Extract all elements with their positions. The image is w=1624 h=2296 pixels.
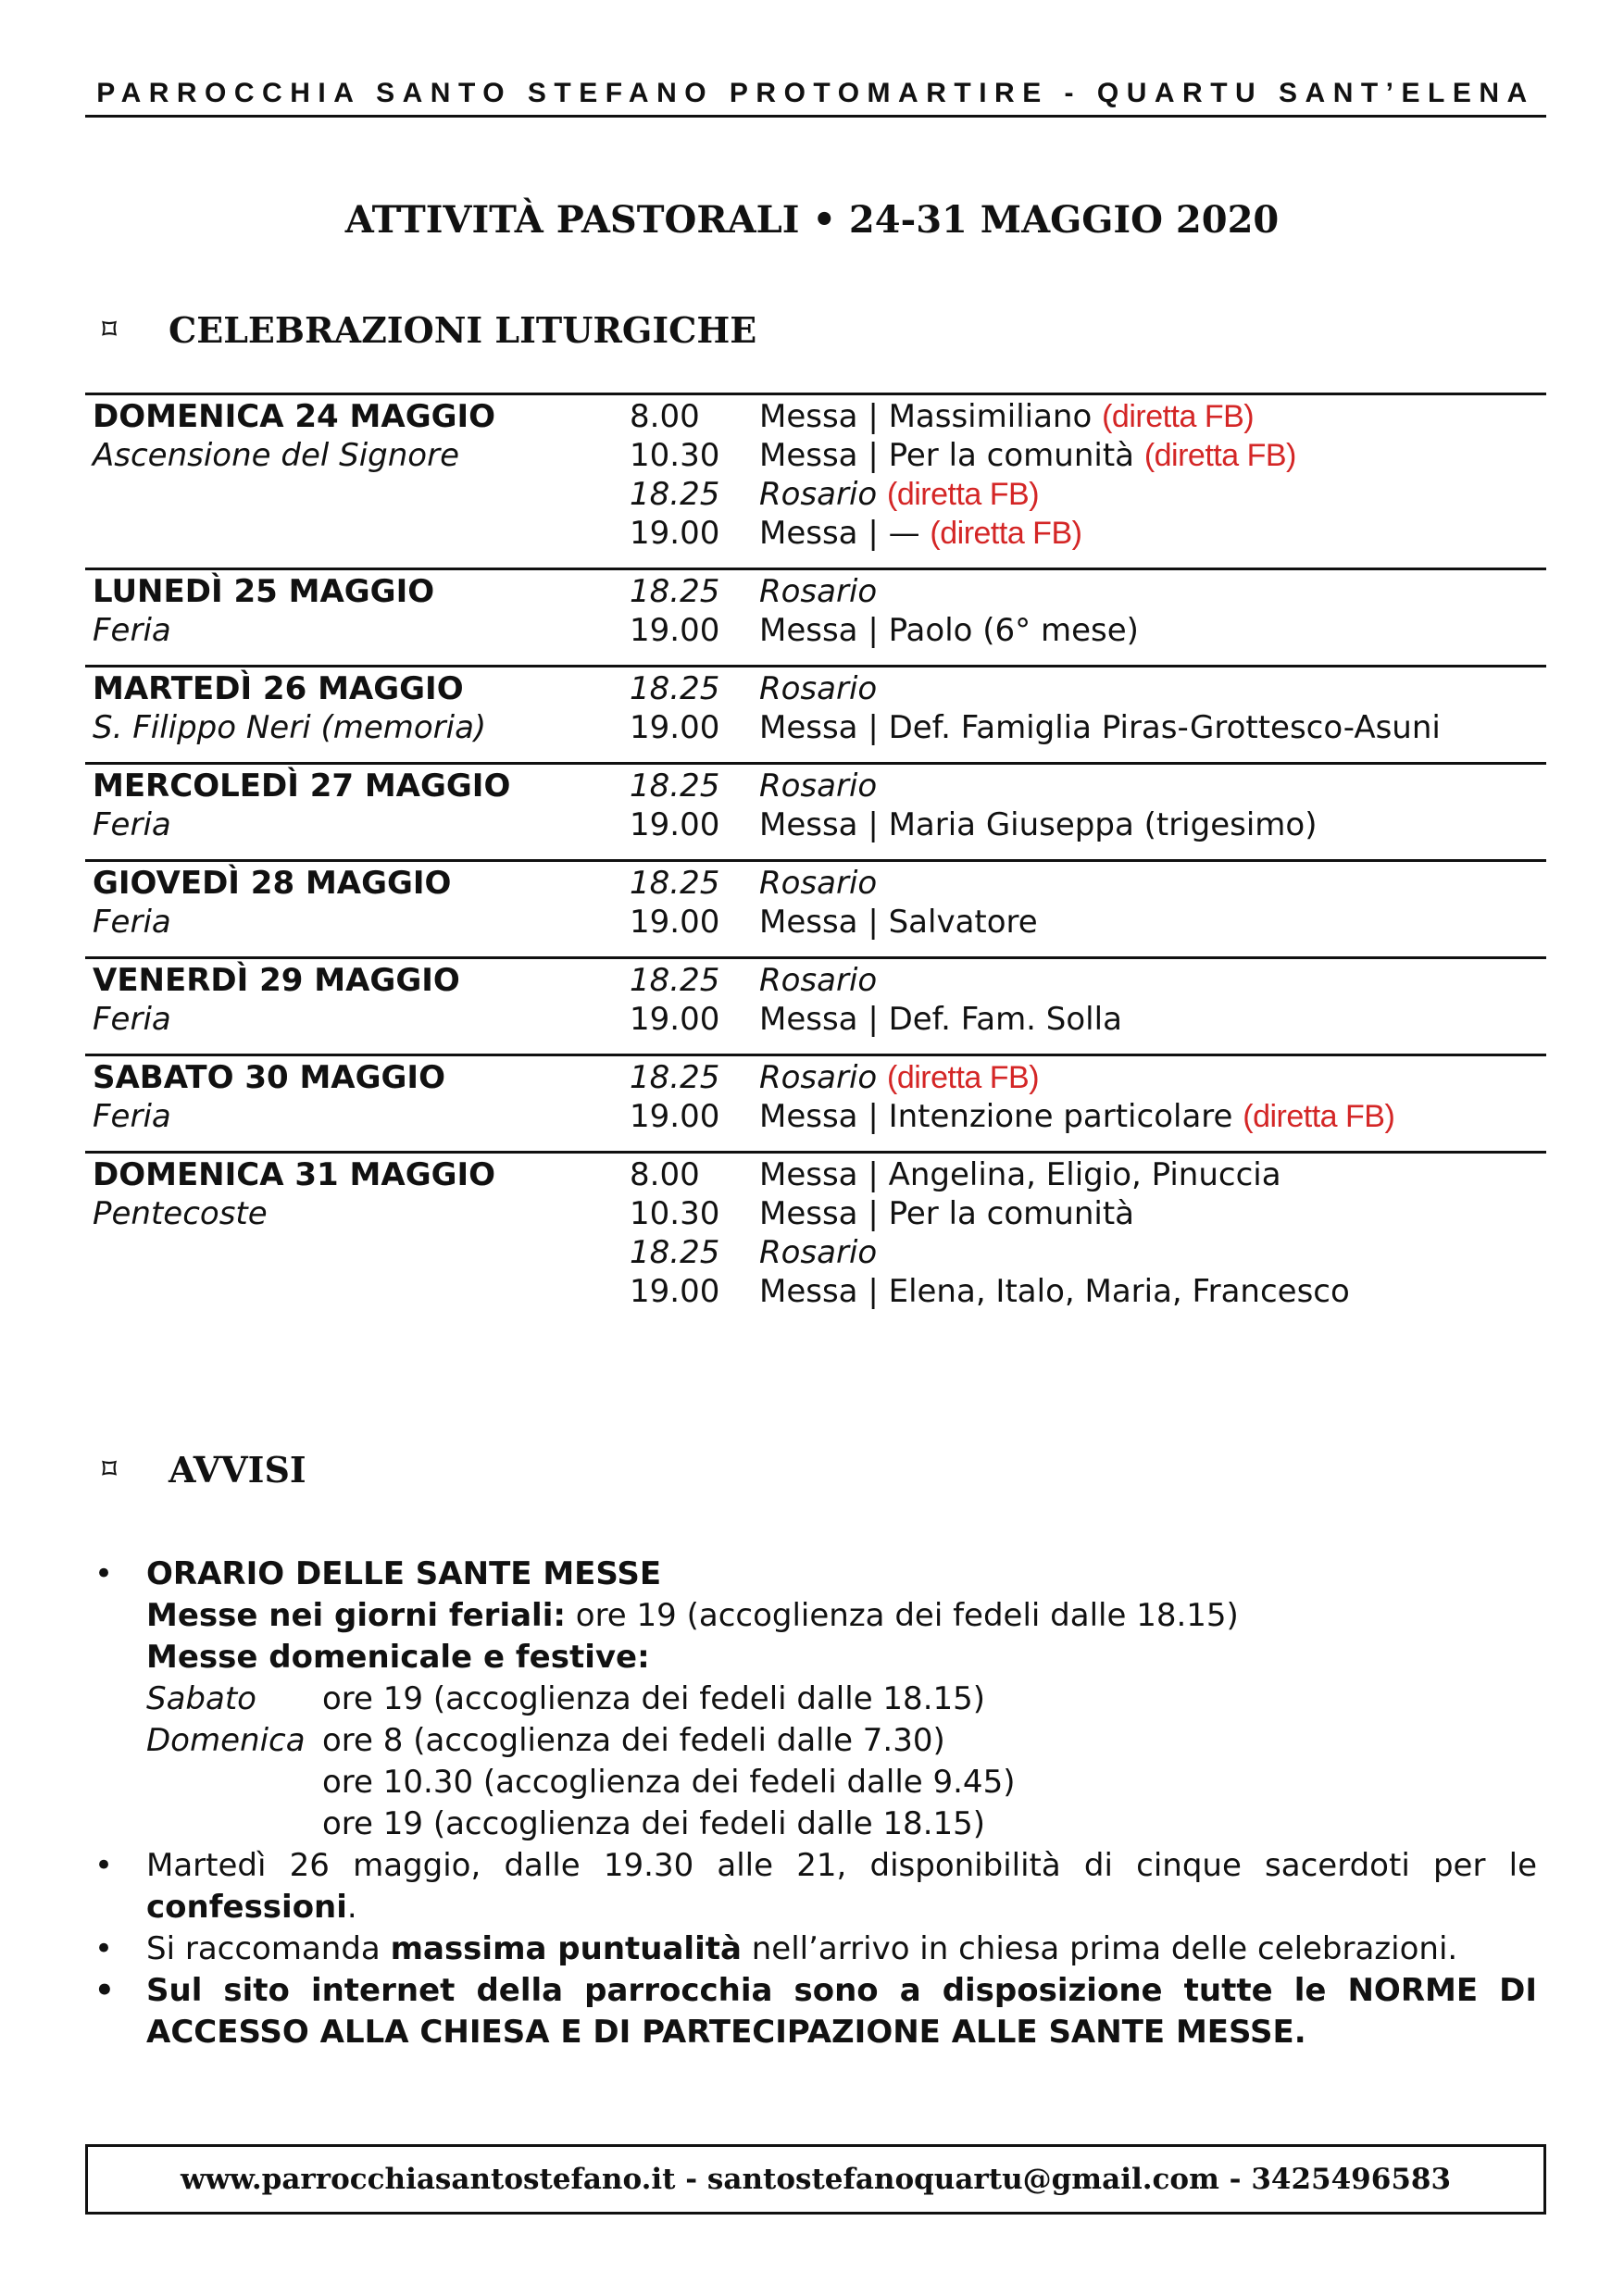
day-name: GIOVEDÌ 28 MAGGIO (93, 865, 452, 902)
day-info (93, 961, 611, 1039)
confessions-end: . (346, 1889, 357, 1926)
event-row (630, 864, 1546, 903)
access-rules-text: Sul sito internet della parrocchia sono a disposizione tutte le NORME DI ACCESSO ALLA CHIESA E DI PARTECIPAZIONE ALLE SANTE MESSE. (146, 1972, 1537, 2051)
live-fb-badge: (diretta FB) (887, 1060, 1040, 1095)
day-feast: Feria (93, 1001, 171, 1038)
event-text: Messa | Massimiliano (759, 398, 1093, 435)
list-item (93, 1928, 1537, 1970)
event-time: 10.30 (630, 1195, 720, 1232)
event-text: Messa | Def. Fam. Solla (759, 1001, 1122, 1038)
section-notices (102, 1449, 306, 1491)
event-row (630, 397, 1546, 436)
event-row (630, 903, 1546, 942)
confessions-bold: confessioni (146, 1889, 347, 1926)
mass-times-heading: ORARIO DELLE SANTE MESSE (146, 1555, 662, 1592)
event-row (630, 1272, 1546, 1311)
event-time: 19.00 (630, 709, 720, 746)
event-time: 18.25 (630, 573, 720, 610)
day-info (93, 397, 611, 475)
event-text: Rosario (759, 865, 878, 902)
event-time: 19.00 (630, 515, 720, 552)
celebrations-schedule (85, 393, 1546, 1326)
event-time: 19.00 (630, 1098, 720, 1135)
notices-list (93, 1554, 1537, 2053)
day-info (93, 864, 611, 942)
festive-day: Sabato (146, 1680, 256, 1717)
schedule-day (85, 665, 1546, 762)
event-text: Messa | Elena, Italo, Maria, Francesco (759, 1273, 1350, 1310)
event-text: Messa | Maria Giuseppa (trigesimo) (759, 806, 1318, 843)
day-info (93, 1058, 611, 1136)
day-feast: Feria (93, 612, 171, 649)
day-feast: Pentecoste (93, 1195, 268, 1232)
schedule-day (85, 1151, 1546, 1326)
event-time: 10.30 (630, 437, 720, 474)
event-row (630, 1155, 1546, 1194)
day-events (630, 1155, 1546, 1311)
festive-time: ore 19 (accoglienza dei fedeli dalle 18.15) (322, 1680, 986, 1717)
event-row (630, 805, 1546, 844)
live-fb-badge: (diretta FB) (1143, 438, 1296, 473)
event-text: Rosario (759, 1059, 878, 1096)
schedule-day (85, 762, 1546, 859)
day-name: SABATO 30 MAGGIO (93, 1059, 445, 1096)
day-feast: S. Filippo Neri (memoria) (93, 709, 487, 746)
live-fb-badge: (diretta FB) (930, 516, 1082, 551)
day-feast: Ascensione del Signore (93, 437, 459, 474)
day-info (93, 1155, 611, 1233)
event-text: Rosario (759, 573, 878, 610)
festive-time: ore 8 (accoglienza dei fedeli dalle 7.30) (322, 1722, 945, 1759)
event-time: 18.25 (630, 476, 720, 513)
festive-time: ore 10.30 (accoglienza dei fedeli dalle 9.45) (322, 1764, 1016, 1801)
section-title: AVVISI (169, 1449, 306, 1491)
event-text: Messa | Per la comunità (759, 437, 1134, 474)
event-row (630, 514, 1546, 553)
event-time: 18.25 (630, 962, 720, 999)
day-events (630, 864, 1546, 942)
event-time: 19.00 (630, 904, 720, 941)
day-name: DOMENICA 31 MAGGIO (93, 1156, 496, 1193)
event-time: 19.00 (630, 1001, 720, 1038)
section-title: CELEBRAZIONI LITURGICHE (169, 309, 757, 351)
festive-row (146, 1720, 1537, 1762)
event-row (630, 572, 1546, 611)
event-row (630, 1233, 1546, 1272)
event-text: Rosario (759, 767, 878, 805)
event-row (630, 1097, 1546, 1136)
confessions-text: Martedì 26 maggio, dalle 19.30 alle 21, disponibilità di cinque sacerdoti per le (146, 1847, 1537, 1884)
event-time: 19.00 (630, 612, 720, 649)
day-events (630, 572, 1546, 650)
list-item (93, 1970, 1537, 2053)
section-celebrations (102, 309, 756, 351)
live-fb-badge: (diretta FB) (887, 477, 1040, 512)
day-name: LUNEDÌ 25 MAGGIO (93, 573, 435, 610)
event-time: 8.00 (630, 1156, 700, 1193)
event-row (630, 1000, 1546, 1039)
festive-row (146, 1762, 1537, 1803)
event-row (630, 436, 1546, 475)
event-text: Messa | Intenzione particolare (759, 1098, 1233, 1135)
star-bullet-icon: ⌑ (102, 1454, 118, 1486)
header-divider (85, 115, 1546, 118)
weekday-label: Messe nei giorni feriali: (146, 1597, 566, 1634)
bullet-icon: • (94, 1555, 114, 1592)
event-time: 18.25 (630, 767, 720, 805)
event-text: Messa | — (759, 515, 920, 552)
event-row (630, 767, 1546, 805)
bullet-icon: • (94, 1972, 115, 2009)
event-row (630, 1194, 1546, 1233)
footer-contact: www.parrocchiasantostefano.it - santostefanoquartu@gmail.com - 3425496583 (85, 2144, 1546, 2215)
event-text: Rosario (759, 476, 878, 513)
day-name: MERCOLEDÌ 27 MAGGIO (93, 767, 511, 805)
bullet-icon: • (94, 1930, 114, 1967)
day-info (93, 669, 611, 747)
event-row (630, 1058, 1546, 1097)
page-title: ATTIVITÀ PASTORALI • 24-31 MAGGIO 2020 (344, 198, 1280, 242)
festive-row (146, 1803, 1537, 1845)
event-time: 19.00 (630, 806, 720, 843)
event-time: 18.25 (630, 1234, 720, 1271)
bullet-icon: • (94, 1847, 114, 1884)
event-text: Messa | Paolo (6° mese) (759, 612, 1139, 649)
event-time: 18.25 (630, 1059, 720, 1096)
day-info (93, 572, 611, 650)
punctuality-before: Si raccomanda (146, 1930, 391, 1967)
schedule-day (85, 956, 1546, 1054)
event-row (630, 475, 1546, 514)
live-fb-badge: (diretta FB) (1243, 1099, 1395, 1134)
day-events (630, 961, 1546, 1039)
schedule-day (85, 393, 1546, 568)
day-feast: Feria (93, 806, 171, 843)
schedule-day (85, 1054, 1546, 1151)
day-events (630, 669, 1546, 747)
event-text: Messa | Def. Famiglia Piras-Grottesco-Asuni (759, 709, 1441, 746)
event-text: Messa | Angelina, Eligio, Pinuccia (759, 1156, 1281, 1193)
live-fb-badge: (diretta FB) (1102, 399, 1255, 434)
event-time: 8.00 (630, 398, 700, 435)
day-name: MARTEDÌ 26 MAGGIO (93, 670, 464, 707)
event-text: Rosario (759, 962, 878, 999)
punctuality-bold: massima puntualità (390, 1930, 742, 1967)
schedule-day (85, 859, 1546, 956)
parish-header: PARROCCHIA SANTO STEFANO PROTOMARTIRE - QUARTU SANT’ELENA (96, 78, 1535, 108)
festive-time: ore 19 (accoglienza dei fedeli dalle 18.15) (322, 1805, 986, 1842)
punctuality-after: nell’arrivo in chiesa prima delle celebrazioni. (741, 1930, 1458, 1967)
list-item (93, 1554, 1537, 1845)
festive-day: Domenica (146, 1722, 306, 1759)
event-time: 19.00 (630, 1273, 720, 1310)
event-row (630, 669, 1546, 708)
weekday-value: ore 19 (accoglienza dei fedeli dalle 18.15) (565, 1597, 1239, 1634)
star-bullet-icon: ⌑ (102, 314, 118, 346)
event-time: 18.25 (630, 670, 720, 707)
weekday-mass-line (146, 1595, 1537, 1637)
schedule-day (85, 568, 1546, 665)
event-row (630, 961, 1546, 1000)
list-item (93, 1845, 1537, 1928)
day-events (630, 1058, 1546, 1136)
event-text: Messa | Per la comunità (759, 1195, 1134, 1232)
day-feast: Feria (93, 1098, 171, 1135)
event-row (630, 611, 1546, 650)
festive-row (146, 1678, 1537, 1720)
day-info (93, 767, 611, 844)
festive-label: Messe domenicale e festive: (146, 1639, 650, 1676)
day-name: VENERDÌ 29 MAGGIO (93, 962, 460, 999)
day-events (630, 767, 1546, 844)
day-name: DOMENICA 24 MAGGIO (93, 398, 496, 435)
event-time: 18.25 (630, 865, 720, 902)
event-text: Rosario (759, 1234, 878, 1271)
event-row (630, 708, 1546, 747)
day-events (630, 397, 1546, 553)
event-text: Rosario (759, 670, 878, 707)
day-feast: Feria (93, 904, 171, 941)
event-text: Messa | Salvatore (759, 904, 1038, 941)
